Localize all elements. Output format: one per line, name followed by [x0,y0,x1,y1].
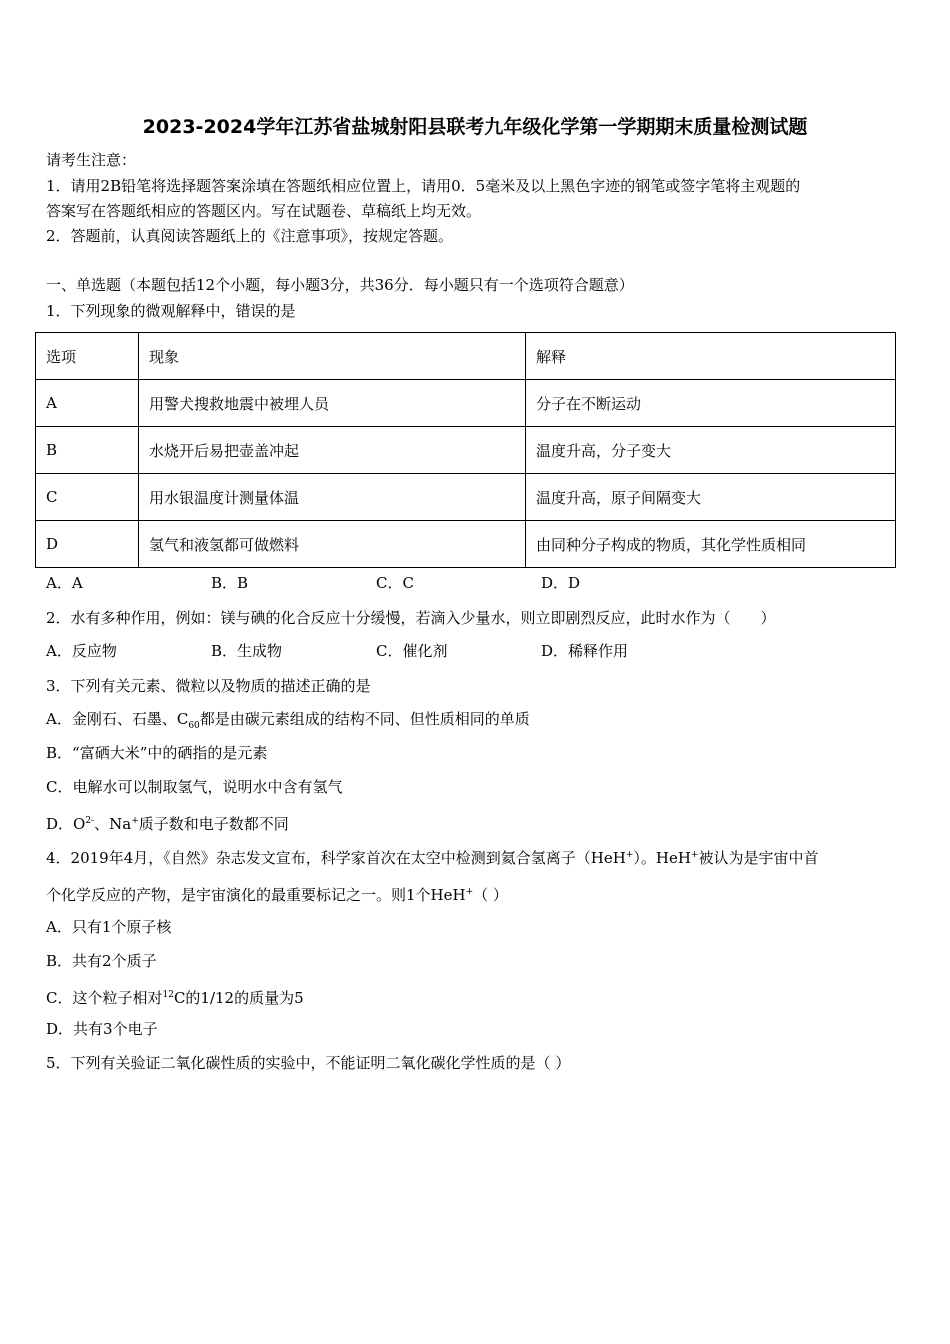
q3-option-c: C．电解水可以制取氢气，说明水中含有氢气 [46,778,343,796]
q4-sup: + [690,850,699,860]
q3-a-text: A．金刚石、石墨、C [46,710,189,728]
q1-stem: 1．下列现象的微观解释中，错误的是 [46,302,296,320]
table-header-row [36,333,896,380]
q3-a-text-rest: 都是由碳元素组成的结构不同、但性质相同的单质 [199,710,530,728]
q4-c-sup: 12 [162,990,174,1000]
q3-stem: 3．下列有关元素、微粒以及物质的描述正确的是 [46,677,371,695]
table-cell: C [36,474,139,521]
q3-a-subscript: 60 [188,721,200,731]
notice-heading: 请考生注意： [46,151,137,169]
table-cell: 由同种分子构成的物质，其化学性质相同 [526,521,896,568]
table-row [36,474,896,521]
q4-sup: + [625,850,634,860]
table-cell: 用警犬搜救地震中被埋人员 [139,380,526,427]
table-header-cell: 现象 [139,333,526,380]
q3-d-text: D．O [46,815,86,833]
q3-option-d [46,811,289,834]
q2-choice-a: A．反应物 [46,642,117,660]
q4-text-2-end: （ ） [473,886,508,904]
q4-text-mid: ）。HeH [633,849,691,867]
table-row [36,380,896,427]
q4-text-end: 被认为是宇宙中首 [698,849,819,867]
table-cell: 氢气和液氢都可做燃料 [139,521,526,568]
notice-item-1a: 1．请用2B铅笔将选择题答案涂填在答题纸相应位置上，请用0．5毫米及以上黑色字迹的钢笔或签字笔将主观题的 [46,177,801,195]
q4-option-b: B．共有2个质子 [46,952,157,970]
q1-choice-a: A．A [46,574,83,592]
table-row [36,427,896,474]
q2-choice-b: B．生成物 [211,642,283,660]
table-cell: 温度升高，分子变大 [526,427,896,474]
q4-option-d: D．共有3个电子 [46,1020,158,1038]
q4-sup: + [465,887,474,897]
q2-stem: 2．水有多种作用，例如：镁与碘的化合反应十分缓慢，若滴入少量水，则立即剧烈反应，此时水作为（ ） [46,609,776,627]
page-title: 2023-2024学年江苏省盐城射阳县联考九年级化学第一学期期末质量检测试题 [142,116,808,138]
q2-choices [46,641,628,661]
table-cell: 分子在不断运动 [526,380,896,427]
q4-c-text-rest: C的1/12的质量为5 [173,989,304,1007]
q2-choice-c: C．催化剂 [376,642,448,660]
notice-item-2: 2．答题前，认真阅读答题纸上的《注意事项》，按规定答题。 [46,227,454,245]
q5-stem: 5．下列有关验证二氧化碳性质的实验中，不能证明二氧化碳化学性质的是（ ） [46,1054,571,1072]
table-cell: 水烧开后易把壶盖冲起 [139,427,526,474]
q1-table [35,332,896,568]
q3-option-b: B．“富硒大米”中的硒指的是元素 [46,744,268,762]
table-cell: A [36,380,139,427]
table-cell: 用水银温度计测量体温 [139,474,526,521]
q4-text: 4．2019年4月，《自然》杂志发文宣布，科学家首次在太空中检测到氦合氢离子（HeH [46,849,626,867]
q3-d-sup-2: + [131,816,139,826]
q4-option-c [46,985,304,1008]
q3-d-text-rest: 质子数和电子数都不同 [138,815,289,833]
q1-choice-b: B．B [211,574,249,592]
section-heading: 一、单选题（本题包括12个小题，每小题3分，共36分．每小题只有一个选项符合题意） [46,276,634,294]
q4-option-a: A．只有1个原子核 [46,918,172,936]
q1-choices [46,573,580,593]
q4-text-2: 个化学反应的产物，是宇宙演化的最重要标记之一。则1个HeH [46,886,466,904]
table-cell: B [36,427,139,474]
table-cell: D [36,521,139,568]
q2-choice-d: D．稀释作用 [541,642,629,660]
table-header-cell: 选项 [36,333,139,380]
q4-stem-line2 [46,882,508,905]
q3-d-text-mid: 、Na [94,815,132,833]
q3-d-sup-1: 2- [85,816,95,826]
table-header-cell: 解释 [526,333,896,380]
table-row [36,521,896,568]
q3-option-a [46,709,530,736]
notice-item-1b: 答案写在答题纸相应的答题区内。写在试题卷、草稿纸上均无效。 [46,202,482,220]
q1-choice-d: D．D [541,574,581,592]
q4-stem-line1 [46,845,818,868]
q4-c-text: C．这个粒子相对 [46,989,163,1007]
q1-choice-c: C．C [376,574,414,592]
table-cell: 温度升高，原子间隔变大 [526,474,896,521]
